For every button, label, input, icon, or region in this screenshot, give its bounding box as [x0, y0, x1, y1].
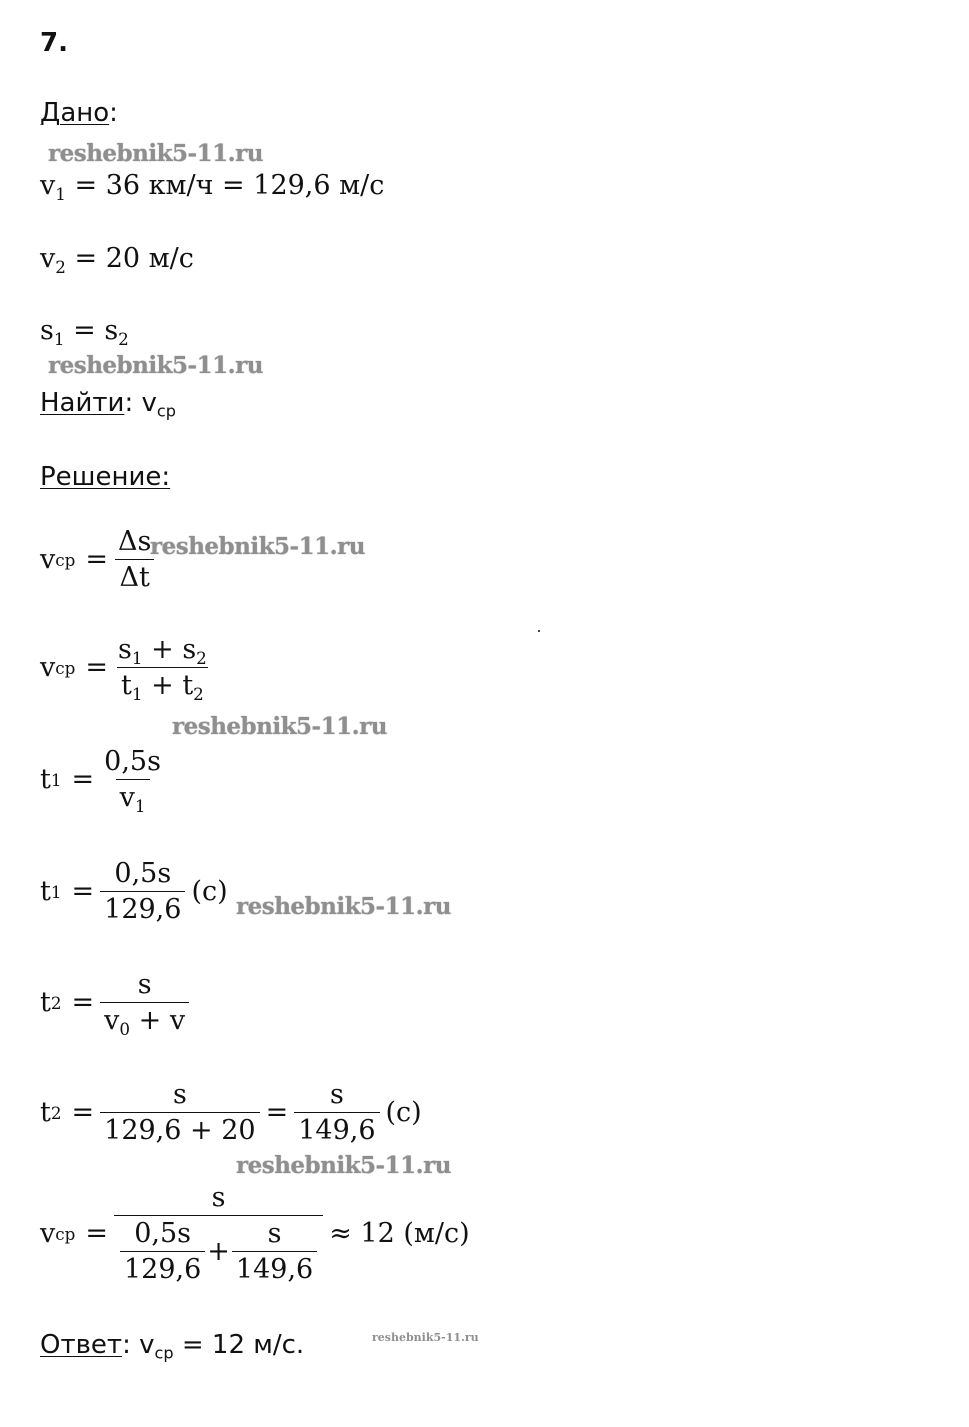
watermark: reshebnik5-11.ru [236, 1152, 451, 1179]
given-colon: : [109, 98, 118, 128]
formula-t2-general: t 2 = $\frac{s}{v_0 + v}$ [40, 971, 195, 1034]
formula-vcp-result: v ср = s $\frac{0,5s}{129,6}$ + $\frac{s}{149,6}$ ≈ 12 (м/с) [40, 1182, 470, 1285]
formula-t1-general: t 1 = $\frac{0,5s}{v_1}$ [40, 746, 161, 816]
solution-label: Решение: [40, 462, 171, 492]
stray-dot [538, 630, 540, 632]
given-v1: $v_1 = 36$ км/ч = 129,6 м/с [40, 170, 385, 204]
watermark: reshebnik5-11.ru [48, 140, 263, 167]
watermark: reshebnik5-11.ru [150, 533, 365, 560]
formula-t2-numeric: t 2 = $\frac{s}{129,6 + 20}$ = $\frac{s}{149,6}$ (с) [40, 1079, 422, 1146]
answer-line: Ответ: $v_{ср} = 12$ м/с. [40, 1330, 305, 1363]
formula-vcp-delta: v ср = $\frac{\Delta s}{\Delta t}$ [40, 528, 161, 591]
find-label: Найти [40, 388, 125, 418]
given-s1-eq-s2: $s_1 = s_2$ [40, 315, 129, 349]
find-line: Найти: $v_{ср}$ [40, 388, 176, 421]
formula-t1-numeric: t 1 = $\frac{0,5s}{129,6}$ (с) [40, 858, 228, 925]
problem-number: 7. [40, 28, 68, 58]
formula-vcp-sum: v ср = $\frac{s_1 + s_2}{t_1 + t_2}$ [40, 634, 207, 704]
watermark: reshebnik5-11.ru [48, 352, 263, 379]
answer-label: Ответ [40, 1330, 123, 1360]
given-heading [40, 98, 118, 128]
watermark: reshebnik5-11.ru [172, 713, 387, 740]
given-v2: $v_2 = 20$ м/с [40, 243, 194, 277]
given-label: Дано [40, 98, 110, 128]
watermark: reshebnik5-11.ru [236, 893, 451, 920]
watermark-small: reshebnik5-11.ru [372, 1331, 479, 1344]
